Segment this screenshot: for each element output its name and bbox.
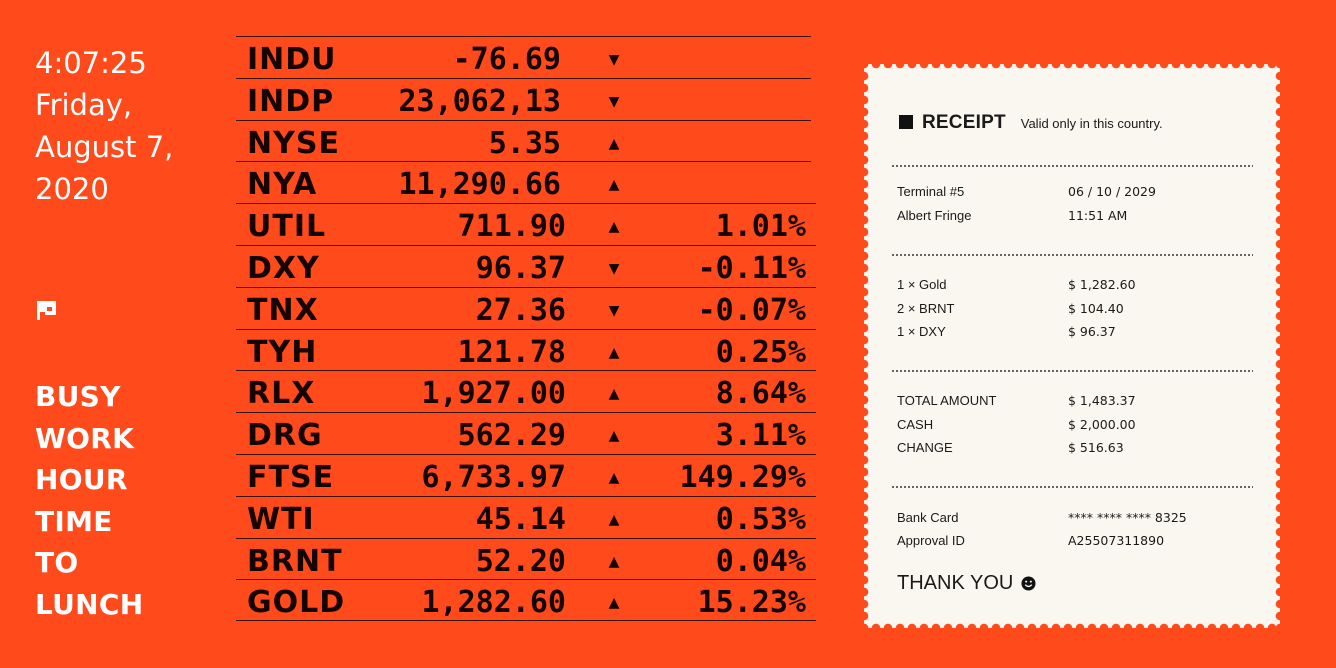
divider xyxy=(891,486,1253,488)
clock-time: 4:07:25 xyxy=(35,46,147,80)
ticker-change: 8.64% xyxy=(715,376,806,412)
clock-year: 2020 xyxy=(35,172,109,206)
ticker-change: 0.25% xyxy=(715,334,806,370)
ticker-row xyxy=(236,454,816,496)
ticker-symbol: FTSE xyxy=(247,459,335,495)
change-label: CHANGE xyxy=(897,440,953,455)
triangle-up-icon: ▲ xyxy=(608,508,620,530)
cashier: Albert Fringe xyxy=(897,208,972,223)
smile-icon xyxy=(1021,576,1036,591)
ticker-symbol: TYH xyxy=(247,334,318,370)
ticker-row xyxy=(236,203,816,245)
ticker-symbol: NYA xyxy=(247,167,318,203)
ticker-value: -76.69 xyxy=(452,42,561,77)
ticker-row xyxy=(236,36,811,78)
triangle-up-icon: ▲ xyxy=(608,550,620,572)
triangle-down-icon: ▼ xyxy=(608,257,620,279)
ticker-symbol: GOLD xyxy=(247,585,346,621)
item-amount: $ 104.40 xyxy=(1068,301,1124,316)
ticker-value: 52.20 xyxy=(475,543,566,579)
terminal: Terminal #5 xyxy=(897,184,965,199)
item-amount: $ 96.37 xyxy=(1068,324,1116,339)
receipt-header xyxy=(899,112,1163,134)
ticker-row xyxy=(236,412,816,454)
receipt-title: RECEIPT xyxy=(922,112,1006,133)
ticker-value: 711.90 xyxy=(457,209,566,245)
ticker-row xyxy=(236,370,816,412)
ticker-table xyxy=(236,36,816,621)
divider xyxy=(891,165,1253,167)
triangle-up-icon: ▲ xyxy=(608,425,620,447)
triangle-up-icon: ▲ xyxy=(608,383,620,405)
item-label: 1 × DXY xyxy=(897,324,946,339)
ticker-change: 0.04% xyxy=(715,543,806,579)
receipt xyxy=(864,64,1280,628)
ticker-value: 5.35 xyxy=(488,125,561,161)
cash-label: CASH xyxy=(897,417,934,432)
ticker-change: 0.53% xyxy=(715,501,806,537)
ticker-value: 1,927.00 xyxy=(421,376,566,412)
ticker-symbol: DRG xyxy=(247,418,323,454)
ticker-row xyxy=(236,579,816,621)
triangle-up-icon: ▲ xyxy=(608,341,620,363)
square-icon xyxy=(899,115,913,129)
triangle-up-icon: ▲ xyxy=(608,174,620,196)
bank-card-number: **** **** **** 8325 xyxy=(1068,510,1187,525)
approval-label: Approval ID xyxy=(897,533,965,548)
item-label: 1 × Gold xyxy=(897,277,947,292)
ticker-row xyxy=(236,120,811,162)
motto-line: BUSY xyxy=(35,380,121,413)
ticker-symbol: INDP xyxy=(247,83,335,119)
ticker-row xyxy=(236,161,811,203)
ticker-row xyxy=(236,496,816,538)
ticker-row xyxy=(236,538,816,580)
ticker-symbol: NYSE xyxy=(247,125,340,161)
ticker-value: 562.29 xyxy=(457,418,566,454)
change-amount: $ 516.63 xyxy=(1068,440,1124,455)
clock-day: Friday, xyxy=(35,88,133,122)
bank-card-label: Bank Card xyxy=(897,510,959,525)
receipt-date: 06 / 10 / 2029 xyxy=(1068,184,1156,199)
ticker-symbol: RLX xyxy=(247,376,316,412)
ticker-value: 11,290.66 xyxy=(398,167,561,203)
ticker-symbol: TNX xyxy=(247,292,319,328)
total-amount: $ 1,483.37 xyxy=(1068,393,1136,408)
ticker-change: 1.01% xyxy=(715,209,806,245)
approval-id: A25507311890 xyxy=(1068,533,1165,548)
item-amount: $ 1,282.60 xyxy=(1068,277,1136,292)
receipt-subtitle: Valid only in this country. xyxy=(1020,116,1163,131)
ticker-change: 3.11% xyxy=(715,418,806,454)
triangle-up-icon: ▲ xyxy=(608,216,620,238)
triangle-up-icon: ▲ xyxy=(608,592,620,614)
ticker-value: 6,733.97 xyxy=(421,459,566,495)
motto-line: TO xyxy=(35,546,79,580)
total-label: TOTAL AMOUNT xyxy=(897,393,997,408)
cash-amount: $ 2,000.00 xyxy=(1068,417,1136,432)
ticker-value: 27.36 xyxy=(475,292,566,328)
ticker-row xyxy=(236,329,816,371)
triangle-down-icon: ▼ xyxy=(608,49,620,70)
clock xyxy=(35,42,173,210)
triangle-down-icon: ▼ xyxy=(608,90,620,112)
ticker-symbol: BRNT xyxy=(247,543,343,579)
triangle-up-icon: ▲ xyxy=(608,466,620,488)
ticker-symbol: DXY xyxy=(247,250,320,286)
ticker-change: 15.23% xyxy=(697,585,806,621)
ticker-value: 121.78 xyxy=(457,334,566,370)
thanks-text: THANK YOU xyxy=(897,572,1014,594)
motto-line: LUNCH xyxy=(35,587,144,621)
ticker-symbol: WTI xyxy=(247,501,315,537)
triangle-up-icon: ▲ xyxy=(608,132,620,154)
clock-date: August 7, xyxy=(35,130,174,164)
item-label: 2 × BRNT xyxy=(897,301,955,316)
receipt-time: 11:51 AM xyxy=(1068,208,1128,223)
ticker-value: 1,282.60 xyxy=(421,585,566,621)
triangle-down-icon: ▼ xyxy=(608,299,620,321)
ticker-value: 96.37 xyxy=(475,250,566,286)
ticker-symbol: UTIL xyxy=(247,209,327,245)
motto-line: WORK xyxy=(35,421,135,455)
motto-line: HOUR xyxy=(35,463,128,497)
thanks xyxy=(897,572,1036,595)
ticker-value: 23,062,13 xyxy=(398,83,561,119)
motto-line: TIME xyxy=(35,504,113,538)
ticker-row xyxy=(236,287,816,329)
flag-icon xyxy=(36,298,60,322)
ticker-row xyxy=(236,245,816,287)
ticker-value: 45.14 xyxy=(475,501,566,537)
divider xyxy=(891,254,1253,256)
ticker-row xyxy=(236,78,811,120)
motto xyxy=(35,376,144,626)
ticker-change: -0.11% xyxy=(697,250,806,286)
ticker-change: 149.29% xyxy=(679,459,806,495)
ticker-change: -0.07% xyxy=(697,292,806,328)
ticker-symbol: INDU xyxy=(247,42,337,77)
divider xyxy=(891,370,1253,372)
